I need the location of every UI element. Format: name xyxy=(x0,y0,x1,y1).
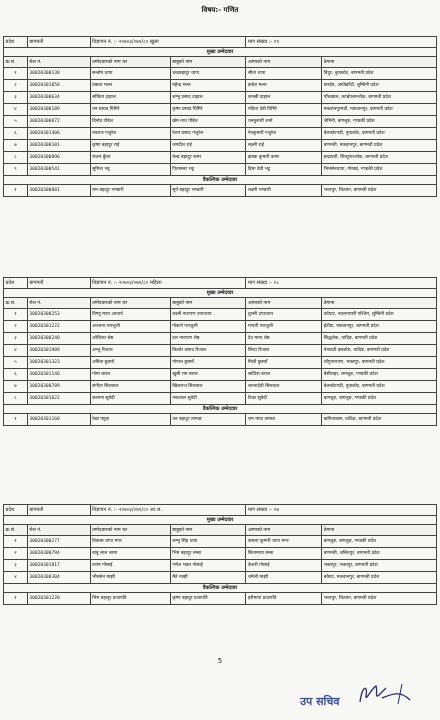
column-header: रोल नं. xyxy=(27,525,90,536)
table-cell: ४ xyxy=(4,345,28,357)
column-header: रोल नं. xyxy=(27,57,90,68)
table-cell: 30020300634 xyxy=(27,92,90,104)
table-cell: गोपाल छुक्याँ xyxy=(170,357,246,369)
candidate-table xyxy=(3,504,437,605)
table-cell: 30020300881 xyxy=(27,185,90,197)
table-cell: ओशिका श्रेष्ठ xyxy=(90,333,170,345)
table-cell: नेत्रकुमारी गजुरेल xyxy=(246,128,322,140)
table-cell: बागलुङ, बागलुङ, गण्डकी प्रदेश xyxy=(322,536,437,548)
table-cell: पाँचखाल, काभ्रेपलान्चोक, बागमती प्रदेश xyxy=(322,92,437,104)
table-cell: लक्ष्मी भण्डारी xyxy=(246,185,322,197)
table-cell: 30020300252 xyxy=(27,309,90,321)
table-cell: ८ xyxy=(4,393,28,405)
table-cell: 30020300789 xyxy=(27,381,90,393)
main-candidates-heading xyxy=(4,516,437,525)
table-cell: 30020300189 xyxy=(27,104,90,116)
table-cell: मिश्री छुक्याँ xyxy=(246,357,322,369)
table-cell: १ xyxy=(4,185,28,197)
table-cell: नेत्रावती डबजोङ, धादिङ, बागमती प्रदेश xyxy=(322,345,437,357)
table-row xyxy=(4,369,437,381)
demand-count: माग संख्या :- ०४ xyxy=(246,505,437,516)
section-info-row xyxy=(4,278,437,289)
table-cell: खिलराज सिलवाल xyxy=(170,381,246,393)
province-name: बागमती xyxy=(27,505,90,516)
table-row xyxy=(4,185,437,197)
table-row xyxy=(4,140,437,152)
table-cell: विष्णु माया आचार्य xyxy=(90,309,170,321)
table-cell: पविता देवी घिमिरे xyxy=(246,104,322,116)
table-cell: श्याम गोसाई xyxy=(90,560,170,572)
table-row xyxy=(4,381,437,393)
table-cell: विदुर, नुवाकोट, बागमती प्रदेश xyxy=(322,68,437,80)
table-cell: १ xyxy=(4,536,28,548)
table-cell: पितामबर भट्ट xyxy=(170,164,246,176)
table-cell: ३ xyxy=(4,333,28,345)
table-cell: भिम बहादुर प्रजापति xyxy=(90,593,170,605)
table-cell: ५ xyxy=(4,357,28,369)
signature-image xyxy=(352,680,422,710)
table-row xyxy=(4,164,437,176)
province-label: प्रदेश xyxy=(4,278,28,289)
table-cell: गोमा बराल xyxy=(90,369,170,381)
table-cell: 30020301222 xyxy=(27,321,90,333)
table-cell: गणेश भक्त गोसाई xyxy=(170,560,246,572)
alternate-candidates-label: वैकल्पिक उम्मेदवार xyxy=(4,176,437,185)
table-row xyxy=(4,414,437,426)
column-header-row xyxy=(4,298,437,309)
column-header: क्र.सं. xyxy=(4,57,28,68)
table-cell: 30020301323 xyxy=(27,357,90,369)
table-cell: भरतपुर, चितवन, बागमती प्रदेश xyxy=(322,185,437,197)
column-header: ठेगाना xyxy=(322,298,437,309)
table-cell: कमला कुमारी थापा मगर xyxy=(246,536,322,548)
table-cell: केन्द्र बहादुर कमर xyxy=(170,152,246,164)
table-cell: नवराज गजुरेल xyxy=(90,128,170,140)
alternate-candidates-heading xyxy=(4,405,437,414)
section-info-row xyxy=(4,37,437,48)
table-cell: वर्दघाट, नवलपरासी पश्चिम, लुम्बिनी प्रदेश xyxy=(322,309,437,321)
column-header: उम्मेदवारको नाम थर xyxy=(90,298,170,309)
alternate-candidates-heading xyxy=(4,176,437,185)
candidate-table xyxy=(3,36,437,197)
column-header: उम्मेदवारको नाम थर xyxy=(90,57,170,68)
table-cell: 30020300304 xyxy=(27,572,90,584)
table-cell: संगीता सिलवाल xyxy=(90,381,170,393)
table-cell: गायत्री पराजुली xyxy=(246,321,322,333)
table-row xyxy=(4,321,437,333)
table-cell: खनियाबास, धादिङ, बागमती प्रदेश xyxy=(322,414,437,426)
table-cell: इन्द्रावती, सिन्धुपाल्चोक, बागमती प्रदेश xyxy=(322,152,437,164)
table-cell: ४ xyxy=(4,104,28,116)
column-header: ठेगाना xyxy=(322,57,437,68)
table-cell: रेखा फ्युवा xyxy=(90,414,170,426)
table-row xyxy=(4,560,437,572)
table-cell: कल्पना सुवेदी xyxy=(90,393,170,405)
table-cell: 30020301220 xyxy=(27,593,90,605)
table-row xyxy=(4,345,437,357)
table-cell: चमेली माझी xyxy=(246,572,322,584)
table-cell: कृष्ण प्रसाद घिमिरे xyxy=(170,104,246,116)
table-cell: सूर्य बहादुर भण्डारी xyxy=(170,185,246,197)
column-header: क्र.सं. xyxy=(4,525,28,536)
column-header-row xyxy=(4,525,437,536)
table-cell: सिद्धलेक, धादिङ, बागमती प्रदेश xyxy=(322,333,437,345)
table-cell: मैते माझी xyxy=(170,572,246,584)
column-header: बाबुको नाम xyxy=(170,57,246,68)
column-header-row xyxy=(4,57,437,68)
table-cell: सीता थापा xyxy=(246,68,322,80)
table-cell: १ xyxy=(4,309,28,321)
table-row xyxy=(4,536,437,548)
table-cell: बकैया, मकवानपुर, बागमती प्रदेश xyxy=(322,572,437,584)
table-cell: सावित्रा बराल xyxy=(246,369,322,381)
table-cell: रेशम प्रसाद गजुरेल xyxy=(170,128,246,140)
table-cell: १ xyxy=(4,414,28,426)
table-cell: 30020300101 xyxy=(27,140,90,152)
table-cell: 30020300794 xyxy=(27,548,90,560)
table-cell: ४ xyxy=(4,572,28,584)
section-info-row xyxy=(4,505,437,516)
column-header: क्र.सं. xyxy=(4,298,28,309)
table-cell: बिन्दा रिजाल xyxy=(246,345,322,357)
table-cell: १ xyxy=(4,593,28,605)
table-cell: 30020301622 xyxy=(27,393,90,405)
column-header: रोल नं. xyxy=(27,298,90,309)
table-cell: हेटौंडा, मकवानपुर, बागमती प्रदेश xyxy=(322,321,437,333)
table-cell: २ xyxy=(4,321,28,333)
table-cell: ५ xyxy=(4,116,28,128)
province-name: बागमती xyxy=(27,278,90,289)
alternate-candidates-label: वैकल्पिक उम्मेदवार xyxy=(4,405,437,414)
table-row xyxy=(4,593,437,605)
column-header: ठेगाना xyxy=(322,525,437,536)
main-candidates-label: मुख्य उम्मेदवार xyxy=(4,48,437,57)
table-cell: कृष्ण बहादुर प्रजापति xyxy=(170,593,246,605)
table-cell: विकास थापा मगर xyxy=(90,536,170,548)
table-cell: धनकुमारी शर्मा xyxy=(246,116,322,128)
table-cell: बेलकोटगढी, नुवाकोट, बागमती प्रदेश xyxy=(322,381,437,393)
table-cell: ६ xyxy=(4,369,28,381)
advertisement-number: विज्ञापन नं. :- २०७०३/०७९/८० आ.ज. xyxy=(90,505,246,516)
table-row xyxy=(4,104,437,116)
table-row xyxy=(4,152,437,164)
column-header: बाबुको नाम xyxy=(170,525,246,536)
table-cell: ९ xyxy=(4,164,28,176)
table-cell: १ xyxy=(4,68,28,80)
table-cell: कृष्ण बहादुर राई xyxy=(90,140,170,152)
table-cell: जगदीश राई xyxy=(170,140,246,152)
table-cell: 30020300240 xyxy=(27,333,90,345)
table-row xyxy=(4,333,437,345)
table-cell: हरीमाया प्रजापति xyxy=(246,593,322,605)
table-cell: केशरी गोसाई xyxy=(246,560,322,572)
table-cell: खेम नाथ पौडेल xyxy=(170,116,246,128)
table-cell: अनिता छुक्याँ xyxy=(90,357,170,369)
table-cell: झक्क कुमारी कमर xyxy=(246,152,322,164)
section-mahila xyxy=(3,277,437,426)
signer-title: उप सचिव xyxy=(300,695,340,708)
column-header: आमाको नाम xyxy=(246,298,322,309)
table-cell: 30020300872 xyxy=(27,116,90,128)
table-cell: 30020300541 xyxy=(27,164,90,176)
table-cell: जैमिनी, बागलुङ, गण्डकी प्रदेश xyxy=(322,116,437,128)
main-candidates-label: मुख्य उम्मेदवार xyxy=(4,289,437,298)
table-cell: 30020301146 xyxy=(27,369,90,381)
column-header: आमाको नाम xyxy=(246,57,322,68)
province-name: बागमती xyxy=(27,37,90,48)
table-cell: 30020301406 xyxy=(27,128,90,140)
table-row xyxy=(4,357,437,369)
table-cell: छत्रदेव, अर्घाखाँची, लुम्बिनी प्रदेश xyxy=(322,80,437,92)
table-cell: बागलुङ, बागलुङ, गण्डकी प्रदेश xyxy=(322,393,437,405)
table-row xyxy=(4,548,437,560)
table-cell: ३ xyxy=(4,92,28,104)
advertisement-number: विज्ञापन नं. :- २०७०३/०७९/८० खुला xyxy=(90,37,246,48)
section-aaja xyxy=(3,504,437,605)
table-cell: ६ xyxy=(4,128,28,140)
table-cell: धन प्रसाद घिमिरे xyxy=(90,104,170,116)
column-header: बाबुको नाम xyxy=(170,298,246,309)
table-cell: ८ xyxy=(4,152,28,164)
page-number: 5 xyxy=(217,657,223,665)
table-cell: 30020300277 xyxy=(27,536,90,548)
table-cell: खुसी राम बराल xyxy=(170,369,246,381)
table-cell: धन बहादुर तामाङ xyxy=(170,414,246,426)
table-cell: शान्तादेवी सिलवाल xyxy=(246,381,322,393)
table-cell: कान्छी दाहाल xyxy=(246,92,322,104)
table-cell: २ xyxy=(4,80,28,92)
alternate-candidates-label: वैकल्पिक उम्मेदवार xyxy=(4,584,437,593)
table-cell: महेन्द्र मल्ल xyxy=(170,80,246,92)
table-cell: गोकर्ण पराजुली xyxy=(170,321,246,333)
table-cell: नन्दलाल सुवेदी xyxy=(170,393,246,405)
table-cell: लक्ष्मी नारायण उपाध्याय xyxy=(170,309,246,321)
table-row xyxy=(4,92,437,104)
table-cell: इन्द्रेश मल्ल xyxy=(246,80,322,92)
table-cell: सुमित्रा भट्ट xyxy=(90,164,170,176)
table-cell: सन्तोष थापा xyxy=(90,68,170,80)
table-cell: ३ xyxy=(4,560,28,572)
table-cell: देउ माया श्रेष्ठ xyxy=(246,333,322,345)
table-row xyxy=(4,393,437,405)
demand-count: माग संख्या :- ०९ xyxy=(246,37,437,48)
table-cell: किशोर प्रसाद रिजाल xyxy=(170,345,246,357)
column-header: आमाको नाम xyxy=(246,525,322,536)
table-cell: दल नारायण श्रेष्ठ xyxy=(170,333,246,345)
table-cell: सोबिता दाहाल xyxy=(90,92,170,104)
table-cell: भीमसेन माझी xyxy=(90,572,170,584)
table-cell: बागमती, ललितपुर, बागमती प्रदेश xyxy=(322,548,437,560)
table-cell: चन्द्रबहादुर थापा xyxy=(170,68,246,80)
table-cell: सितामाया रुम्बा xyxy=(246,548,322,560)
candidate-table xyxy=(3,277,437,426)
table-cell: विनोद पौडेल xyxy=(90,116,170,128)
table-cell: बेसीशहर, लमजुङ, गण्डकी प्रदेश xyxy=(322,369,437,381)
table-cell: हिमा देवी भट्ट xyxy=(246,164,322,176)
table-row xyxy=(4,572,437,584)
demand-count: माग संख्या :- ०८ xyxy=(246,278,437,289)
table-cell: अन्जु रिजाल xyxy=(90,345,170,357)
table-cell: भरतपुर, चितवन, बागमती प्रदेश xyxy=(322,593,437,605)
table-cell: भिम बहादुर रुम्बा xyxy=(170,548,246,560)
table-cell: 30020301909 xyxy=(27,345,90,357)
table-cell: भक्तपुर, भक्तपुर, बागमती प्रदेश xyxy=(322,560,437,572)
table-cell: तुल्सी उपाध्याय xyxy=(246,309,322,321)
table-cell: 30020301160 xyxy=(27,414,90,426)
column-header: उम्मेदवारको नाम थर xyxy=(90,525,170,536)
table-cell: बेलकोटगढी, नुवाकोट, बागमती प्रदेश xyxy=(322,128,437,140)
table-cell: 30020300896 xyxy=(27,152,90,164)
table-row xyxy=(4,309,437,321)
table-cell: राम बहादुर भण्डारी xyxy=(90,185,170,197)
table-cell: मकवानपुरगढी, मकवानपुर, बागमती प्रदेश xyxy=(322,104,437,116)
table-cell: 30020300138 xyxy=(27,68,90,80)
table-cell: चाँगुनारायण, भक्तपुर, बागमती प्रदेश xyxy=(322,357,437,369)
table-row xyxy=(4,68,437,80)
main-candidates-heading xyxy=(4,48,437,57)
table-cell: २ xyxy=(4,548,28,560)
province-label: प्रदेश xyxy=(4,505,28,516)
table-row xyxy=(4,116,437,128)
alternate-candidates-heading xyxy=(4,584,437,593)
table-cell: बाबु लाल लामा xyxy=(90,548,170,560)
table-cell: लक्ष्मी राई xyxy=(246,140,322,152)
table-cell: टिका सुवेदी xyxy=(246,393,322,405)
table-cell: राजन कुँवर xyxy=(90,152,170,164)
main-candidates-heading xyxy=(4,289,437,298)
table-cell: भिमसेनथापा, गोरखा, गण्डकी प्रदेश xyxy=(322,164,437,176)
table-cell: ७ xyxy=(4,381,28,393)
advertisement-number: विज्ञापन नं. :- २०७०३/०७९/८० महिला xyxy=(90,278,246,289)
main-candidates-label: मुख्य उम्मेदवार xyxy=(4,516,437,525)
table-cell: 30020301856 xyxy=(27,80,90,92)
table-cell: शम्भु सिंह थापा xyxy=(170,536,246,548)
province-label: प्रदेश xyxy=(4,37,28,48)
table-cell: राम माया तामाङ xyxy=(246,414,322,426)
table-row xyxy=(4,128,437,140)
table-cell: 30020301817 xyxy=(27,560,90,572)
table-cell: शम्भु प्रसाद दाहाल xyxy=(170,92,246,104)
section-khula xyxy=(3,36,437,197)
table-cell: प्रकाश मल्ल xyxy=(90,80,170,92)
table-cell: अञ्जना पराजुली xyxy=(90,321,170,333)
table-cell: बागमती, मकवानपुर, बागमती प्रदेश xyxy=(322,140,437,152)
page-title: विषय:- गणित xyxy=(201,6,239,14)
table-row xyxy=(4,80,437,92)
table-cell: ७ xyxy=(4,140,28,152)
